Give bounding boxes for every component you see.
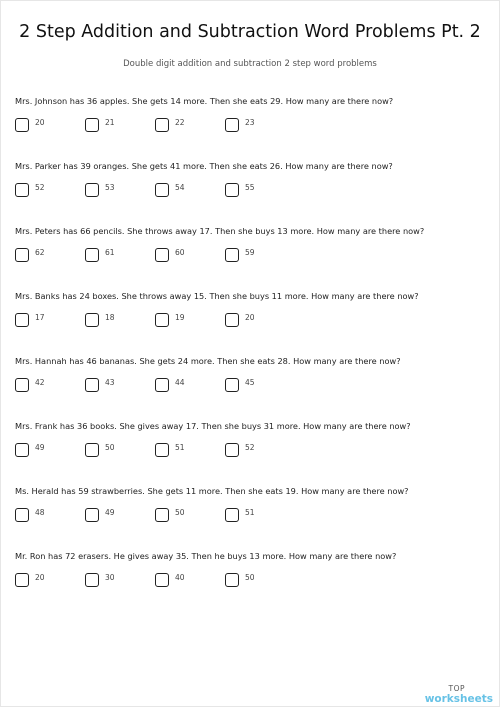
answer-option[interactable] [15, 508, 75, 526]
answer-option[interactable] [225, 118, 285, 136]
answer-label: 51 [245, 508, 255, 517]
logo-bottom-text: worksheets [424, 692, 493, 705]
answer-option[interactable] [85, 443, 145, 461]
answer-checkbox[interactable] [15, 443, 29, 457]
answer-checkbox[interactable] [155, 443, 169, 457]
question-text: Mrs. Hannah has 46 bananas. She gets 24 more. Then she eats 28. How many are there now? [15, 356, 401, 366]
answer-option[interactable] [85, 573, 145, 591]
topworksheets-logo [425, 685, 493, 704]
answer-checkbox[interactable] [155, 378, 169, 392]
question-text: Mrs. Frank has 36 books. She gives away 17. Then she buys 31 more. How many are there now? [15, 421, 411, 431]
answer-option[interactable] [225, 313, 285, 331]
answer-checkbox[interactable] [225, 378, 239, 392]
answer-option[interactable] [15, 573, 75, 591]
answer-checkbox[interactable] [155, 183, 169, 197]
answer-label: 61 [105, 248, 115, 257]
answer-label: 49 [105, 508, 115, 517]
answer-label: 40 [175, 573, 185, 582]
answer-option[interactable] [225, 508, 285, 526]
answer-checkbox[interactable] [85, 508, 99, 522]
answer-label: 49 [35, 443, 45, 452]
answer-option[interactable] [15, 443, 75, 461]
question-8 [15, 551, 485, 611]
answer-option[interactable] [225, 573, 285, 591]
answer-option[interactable] [225, 378, 285, 396]
answer-label: 23 [245, 118, 255, 127]
answer-checkbox[interactable] [225, 183, 239, 197]
answer-label: 30 [105, 573, 115, 582]
answer-label: 50 [105, 443, 115, 452]
answer-option[interactable] [225, 183, 285, 201]
question-3 [15, 226, 485, 286]
answer-label: 59 [245, 248, 255, 257]
answer-checkbox[interactable] [225, 313, 239, 327]
answer-label: 19 [175, 313, 185, 322]
answer-label: 48 [35, 508, 45, 517]
answer-checkbox[interactable] [225, 508, 239, 522]
answer-option[interactable] [15, 313, 75, 331]
answer-checkbox[interactable] [15, 573, 29, 587]
answer-option[interactable] [85, 313, 145, 331]
answer-option[interactable] [155, 573, 215, 591]
answer-label: 20 [35, 118, 45, 127]
answer-label: 42 [35, 378, 45, 387]
answer-checkbox[interactable] [85, 378, 99, 392]
question-text: Mrs. Peters has 66 pencils. She throws away 17. Then she buys 13 more. How many are there now? [15, 226, 425, 236]
answer-option[interactable] [155, 248, 215, 266]
answer-checkbox[interactable] [155, 508, 169, 522]
answer-label: 50 [245, 573, 255, 582]
answer-checkbox[interactable] [15, 118, 29, 132]
answer-label: 22 [175, 118, 185, 127]
answer-checkbox[interactable] [85, 248, 99, 262]
answer-option[interactable] [85, 248, 145, 266]
answer-checkbox[interactable] [85, 313, 99, 327]
answer-checkbox[interactable] [15, 378, 29, 392]
answer-label: 44 [175, 378, 185, 387]
answer-label: 54 [175, 183, 185, 192]
answer-option[interactable] [155, 183, 215, 201]
logo-top-text: TOP [448, 684, 465, 693]
answer-label: 20 [35, 573, 45, 582]
answer-checkbox[interactable] [85, 573, 99, 587]
answer-checkbox[interactable] [15, 508, 29, 522]
answer-checkbox[interactable] [155, 313, 169, 327]
answer-label: 50 [175, 508, 185, 517]
answer-checkbox[interactable] [225, 573, 239, 587]
page-title: 2 Step Addition and Subtraction Word Problems Pt. 2 [19, 22, 481, 42]
answer-option[interactable] [85, 508, 145, 526]
answer-label: 55 [245, 183, 255, 192]
answer-label: 45 [245, 378, 255, 387]
answer-label: 17 [35, 313, 45, 322]
question-text: Mrs. Banks has 24 boxes. She throws away 15. Then she buys 11 more. How many are there now? [15, 291, 419, 301]
page-subtitle: Double digit addition and subtraction 2 step word problems [123, 59, 377, 69]
answer-label: 51 [175, 443, 185, 452]
answer-option[interactable] [85, 378, 145, 396]
answer-label: 21 [105, 118, 115, 127]
answer-checkbox[interactable] [225, 443, 239, 457]
answer-option[interactable] [15, 183, 75, 201]
answer-label: 62 [35, 248, 45, 257]
answer-label: 52 [245, 443, 255, 452]
question-1 [15, 96, 485, 156]
answer-option[interactable] [155, 443, 215, 461]
question-text: Mr. Ron has 72 erasers. He gives away 35. Then he buys 13 more. How many are there now? [15, 551, 397, 561]
answer-checkbox[interactable] [155, 248, 169, 262]
answer-checkbox[interactable] [85, 183, 99, 197]
answer-checkbox[interactable] [225, 118, 239, 132]
answer-label: 52 [35, 183, 45, 192]
question-6 [15, 421, 485, 481]
question-text: Mrs. Johnson has 36 apples. She gets 14 more. Then she eats 29. How many are there now? [15, 96, 394, 106]
answer-option[interactable] [85, 183, 145, 201]
answer-checkbox[interactable] [85, 443, 99, 457]
answer-option[interactable] [155, 313, 215, 331]
answer-checkbox[interactable] [85, 118, 99, 132]
answer-checkbox[interactable] [155, 118, 169, 132]
answer-label: 53 [105, 183, 115, 192]
answer-checkbox[interactable] [15, 313, 29, 327]
answer-checkbox[interactable] [15, 183, 29, 197]
question-4 [15, 291, 485, 351]
answer-label: 20 [245, 313, 255, 322]
question-2 [15, 161, 485, 221]
answer-label: 43 [105, 378, 115, 387]
question-text: Ms. Herald has 59 strawberries. She gets 11 more. Then she eats 19. How many are there now? [15, 486, 409, 496]
answer-option[interactable] [15, 378, 75, 396]
answer-option[interactable] [155, 378, 215, 396]
answer-checkbox[interactable] [155, 573, 169, 587]
answer-option[interactable] [85, 118, 145, 136]
answer-option[interactable] [225, 248, 285, 266]
answer-label: 18 [105, 313, 115, 322]
answer-option[interactable] [155, 118, 215, 136]
question-text: Mrs. Parker has 39 oranges. She gets 41 more. Then she eats 26. How many are there now? [15, 161, 393, 171]
question-5 [15, 356, 485, 416]
answer-checkbox[interactable] [15, 248, 29, 262]
answer-option[interactable] [15, 248, 75, 266]
answer-option[interactable] [155, 508, 215, 526]
answer-option[interactable] [15, 118, 75, 136]
answer-label: 60 [175, 248, 185, 257]
question-7 [15, 486, 485, 546]
answer-option[interactable] [225, 443, 285, 461]
answer-checkbox[interactable] [225, 248, 239, 262]
